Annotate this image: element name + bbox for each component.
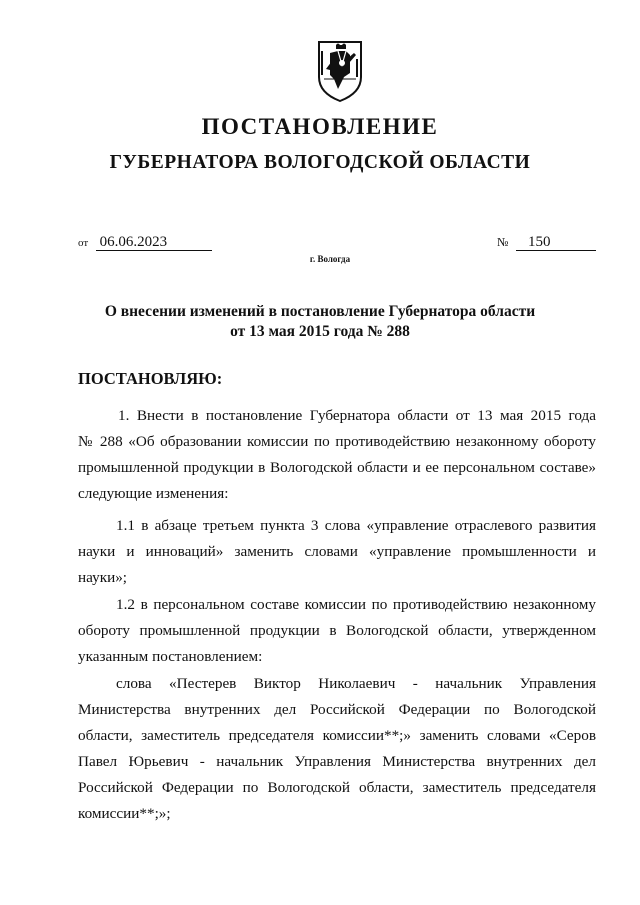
- document-number: 150: [516, 234, 596, 251]
- paragraph-1: [78, 403, 596, 507]
- text-line: промышленной продукции в Вологодской области и ее персональном составе»: [78, 459, 596, 476]
- text-line: области, заместитель председателя комиссии**;» заменить словами «Серов: [78, 727, 596, 744]
- document-subject: [0, 302, 640, 342]
- text-line: № 288 «Об образовании комиссии по противодействию незаконному обороту: [78, 433, 596, 450]
- text-line: науки»;: [78, 569, 128, 586]
- subject-line-1: О внесении изменений в постановление Губернатора области: [104, 303, 536, 320]
- subject-line-2: от 13 мая 2015 года № 288: [230, 323, 410, 340]
- text-line: 1.1 в абзаце третьем пункта 3 слова «управление отраслевого развития: [116, 517, 596, 534]
- document-title: ПОСТАНОВЛЕНИЕ: [201, 114, 439, 139]
- date-line: [78, 234, 212, 251]
- coat-of-arms-icon: [316, 39, 364, 103]
- paragraph-2: [78, 513, 596, 591]
- text-line: Российской Федерации по Вологодской области, заместитель председателя: [78, 779, 596, 796]
- decree-heading: ПОСТАНОВЛЯЮ:: [78, 369, 223, 388]
- document-subtitle: ГУБЕРНАТОРА ВОЛОГОДСКОЙ ОБЛАСТИ: [109, 152, 531, 173]
- text-line: указанным постановлением:: [78, 648, 263, 665]
- text-line: науки и инноваций» заменить словами «управление промышленности и: [78, 543, 596, 560]
- text-line: Министерства внутренних дел Российской Федерации по Вологодской: [78, 701, 596, 718]
- city-label: г. Вологда: [309, 254, 351, 264]
- text-line: следующие изменения:: [78, 485, 229, 502]
- text-line: 1. Внести в постановление Губернатора области от 13 мая 2015 года: [118, 407, 596, 424]
- text-line: комиссии**;»;: [78, 805, 171, 822]
- document-date: 06.06.2023: [96, 234, 212, 251]
- number-line: [497, 234, 596, 251]
- text-line: 1.2 в персональном составе комиссии по противодействию незаконному: [116, 596, 596, 613]
- paragraph-4: [78, 671, 596, 827]
- text-line: Павел Юрьевич - начальник Управления Министерства внутренних дел: [78, 753, 596, 770]
- text-line: слова «Пестерев Виктор Николаевич - начальник Управления: [116, 675, 596, 692]
- text-line: обороту промышленной продукции в Вологодской области, утвержденном: [78, 622, 596, 639]
- date-label: от: [78, 237, 89, 249]
- number-label: №: [497, 235, 509, 249]
- paragraph-3: [78, 592, 596, 670]
